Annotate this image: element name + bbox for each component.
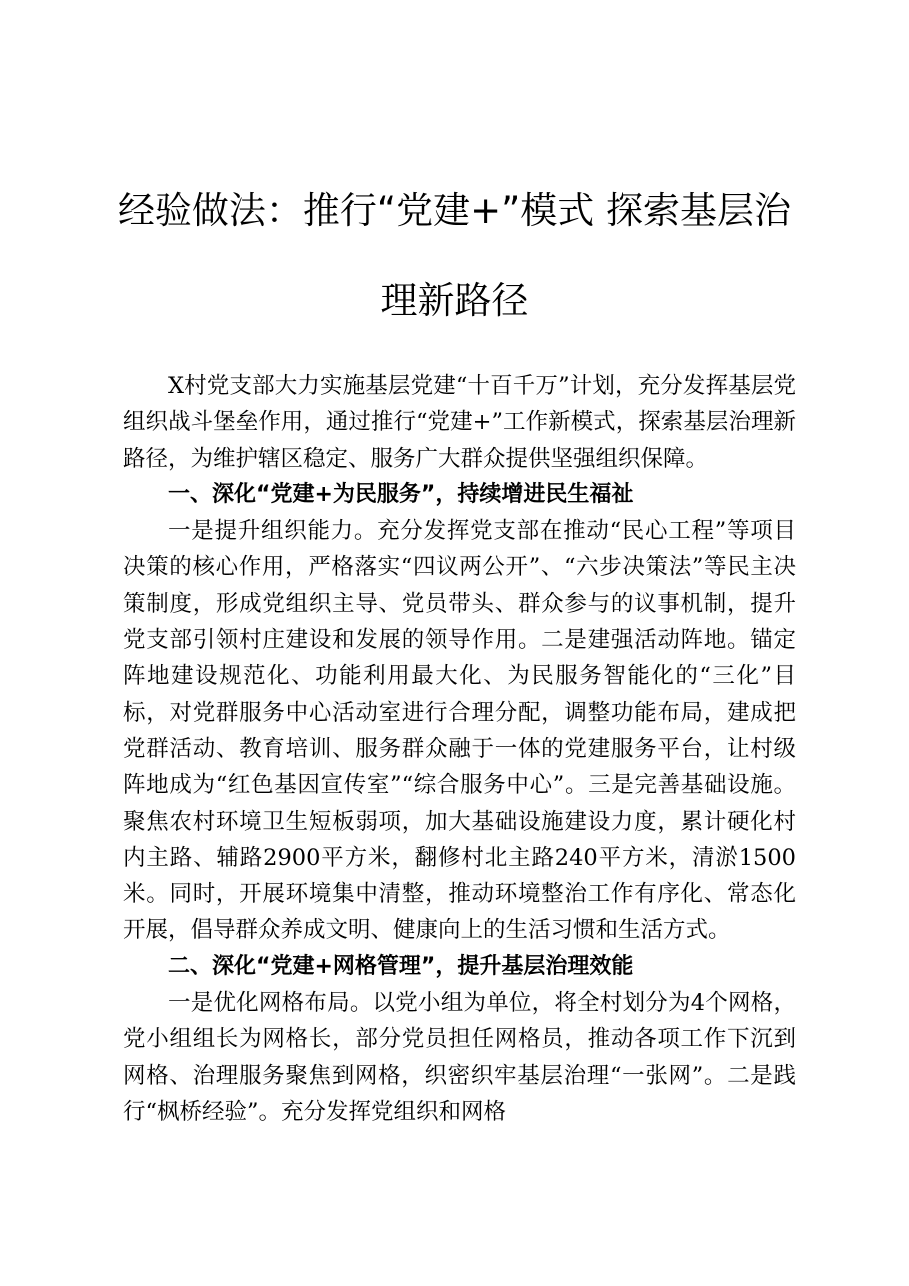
- section-2-paragraph: 一是优化网格布局。以党小组为单位，将全村划分为4个网格，党小组组长为网格长，部分党员担任网格员，推动各项工作下沉到网格、治理服务聚焦到网格，织密织牢基层治理“一张网”。二是践行“枫桥经验”。充分发挥党组织和网格: [123, 990, 796, 1125]
- document-title: 经验做法：推行“党建+”模式 探索基层治理新路径: [117, 189, 792, 322]
- section-1-heading: 一、深化“党建+为民服务”，持续增进民生福祉: [168, 481, 634, 507]
- section-1-paragraph: 一是提升组织能力。充分发挥党支部在推动“民心工程”等项目决策的核心作用，严格落实“四议两公开”、“六步决策法”等民主决策制度，形成党组织主导、党员带头、群众参与的议事机制，提升党支部引领村庄建设和发展的领导作用。二是建强活动阵地。锚定阵地建设规范化、功能利用最大化、为民服务智能化的“三化”目标，对党群服务中心活动室进行合理分配，调整功能布局，建成把党群活动、教育培训、服务群众融于一体的党建服务平台，让村级阵地成为“红色基因宣传室”“综合服务中心”。三是完善基础设施。聚焦农村环境卫生短板弱项，加大基础设施建设力度，累计硬化村内主路、辅路2900平方米，翻修村北主路240平方米，清淤1500米。同时，开展环境集中清整，推动环境整治工作有序化、常态化开展，倡导群众养成文明、健康向上的生活习惯和生活方式。: [123, 518, 796, 944]
- section-2-heading: 二、深化“党建+网格管理”，提升基层治理效能: [168, 953, 634, 979]
- intro-paragraph: X村党支部大力实施基层党建“十百千万”计划，充分发挥基层党组织战斗堡垒作用，通过推行“党建+”工作新模式，探索基层治理新路径，为维护辖区稳定、服务广大群众提供坚强组织保障。: [123, 373, 796, 472]
- document-body: [123, 368, 796, 1130]
